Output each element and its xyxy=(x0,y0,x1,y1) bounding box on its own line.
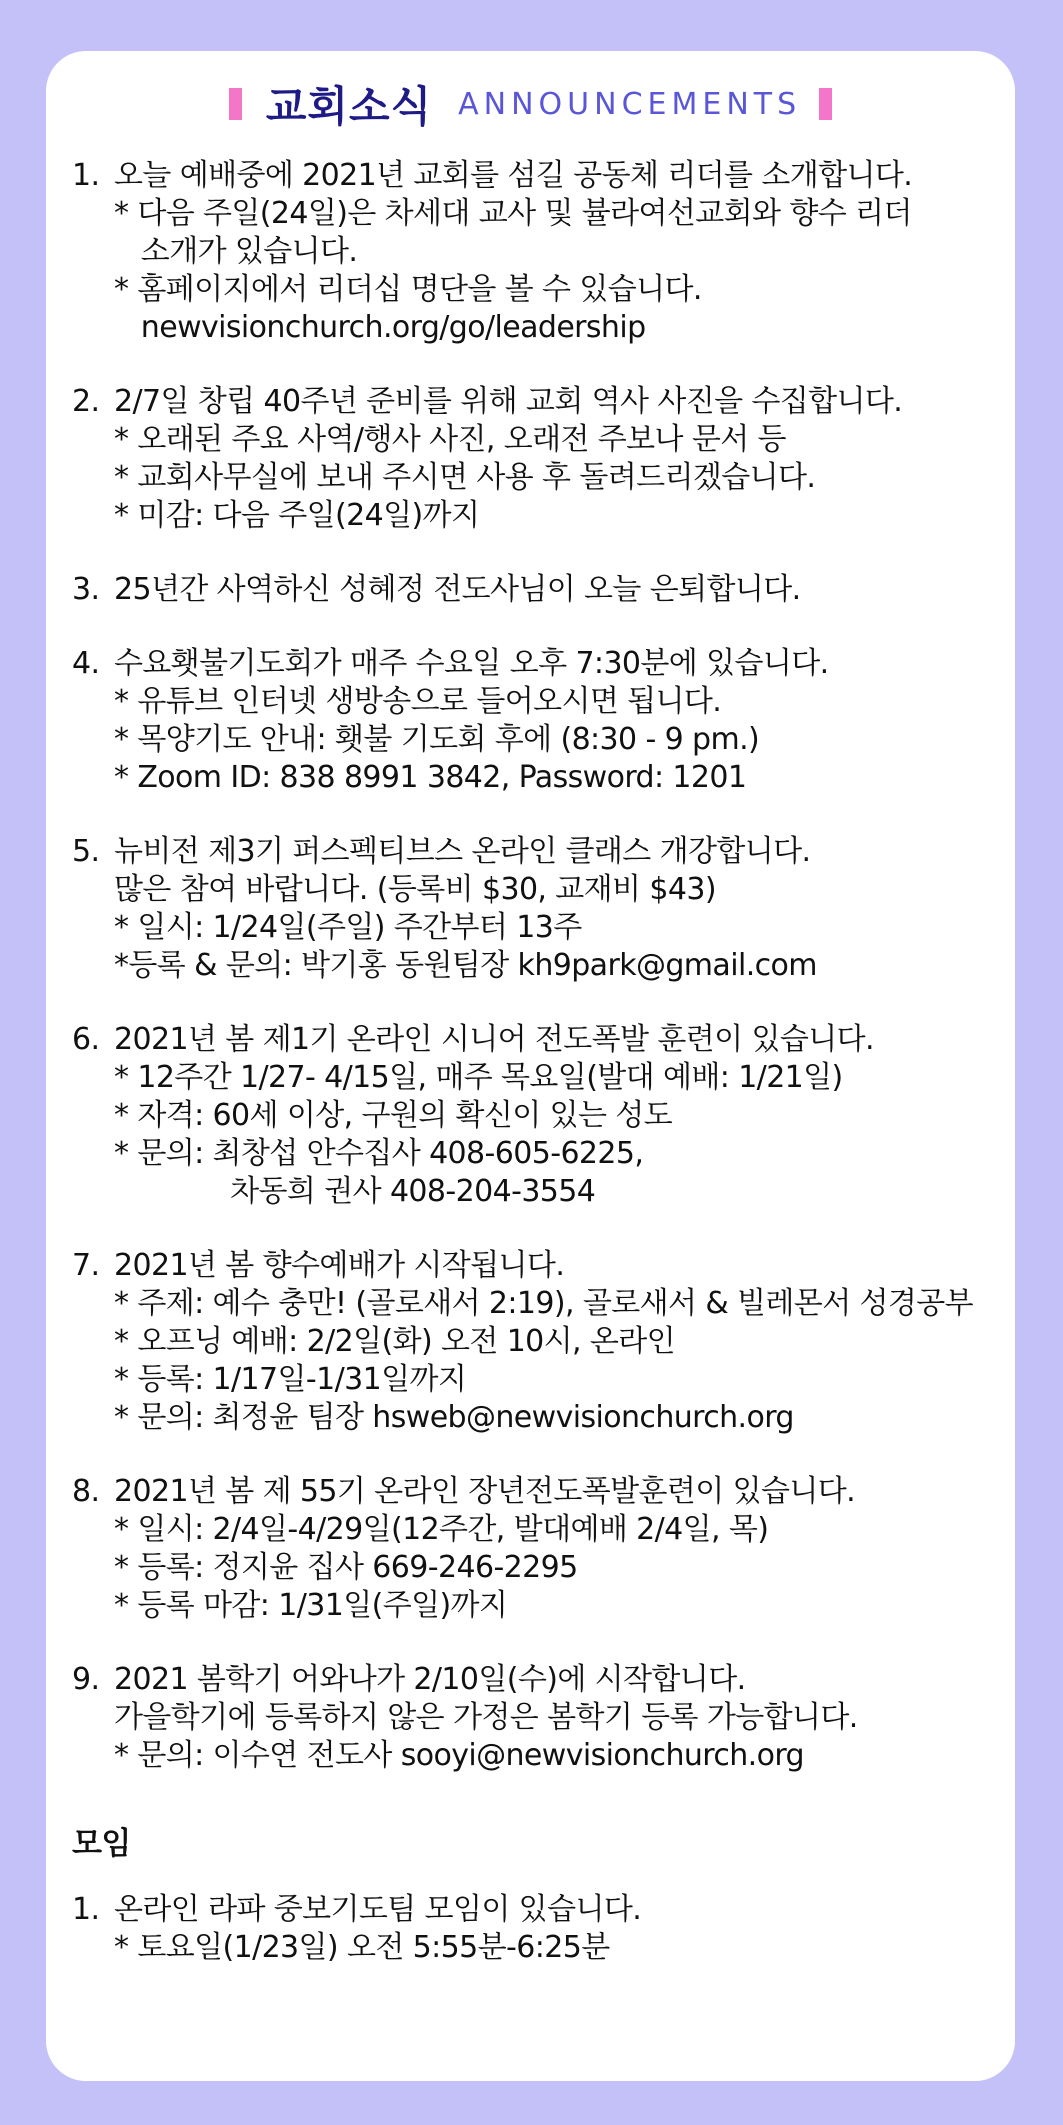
item-line: * 교회사무실에 보내 주시면 사용 후 돌려드리겠습니다. xyxy=(114,460,816,495)
item-number: 6. xyxy=(72,1022,100,1057)
item-lines xyxy=(114,645,1012,797)
item-line: * 오프닝 예배: 2/2일(화) 오전 10시, 온라인 xyxy=(114,1324,676,1359)
item-line: * 등록: 1/17일-1/31일까지 xyxy=(114,1362,467,1397)
item-line: * 다음 주일(24일)은 차세대 교사 및 뷸라여선교회와 향수 리더 xyxy=(114,196,912,231)
item-number: 2. xyxy=(72,384,100,419)
item-line: * Zoom ID: 838 8991 3842, Password: 1201 xyxy=(114,760,747,795)
item-line: * 홈페이지에서 리더십 명단을 볼 수 있습니다. xyxy=(114,272,702,307)
item-line: 2021년 봄 제1기 온라인 시니어 전도폭발 훈련이 있습니다. xyxy=(114,1022,874,1057)
title-english: ANNOUNCEMENTS xyxy=(458,86,802,122)
right-accent-bar xyxy=(819,88,832,120)
list-item xyxy=(72,157,1012,347)
item-line: 2021 봄학기 어와나가 2/10일(수)에 시작합니다. xyxy=(114,1662,746,1697)
item-line: * 문의: 이수연 전도사 sooyi@newvisionchurch.org xyxy=(114,1738,804,1773)
title-korean: 교회소식 xyxy=(265,82,433,131)
item-line: 차동희 권사 408-204-3554 xyxy=(114,1174,596,1209)
item-number: 1. xyxy=(72,1892,100,1927)
list-item xyxy=(72,1891,1012,1967)
list-item xyxy=(72,571,1012,609)
item-lines xyxy=(114,1661,1012,1775)
item-line: * 일시: 2/4일-4/29일(12주간, 발대예배 2/4일, 목) xyxy=(114,1512,769,1547)
item-line: 25년간 사역하신 성혜정 전도사님이 오늘 은퇴합니다. xyxy=(114,572,801,607)
item-line: * 문의: 최정윤 팀장 hsweb@newvisionchurch.org xyxy=(114,1400,794,1435)
item-lines xyxy=(114,157,1012,347)
item-number: 7. xyxy=(72,1248,100,1283)
item-number: 4. xyxy=(72,646,100,681)
item-lines xyxy=(114,833,1012,985)
item-line: 2021년 봄 향수예배가 시작됩니다. xyxy=(114,1248,565,1283)
item-lines xyxy=(114,383,1012,535)
item-line: * 토요일(1/23일) 오전 5:55분-6:25분 xyxy=(114,1930,610,1965)
item-line: 뉴비전 제3기 퍼스펙티브스 온라인 클래스 개강합니다. xyxy=(114,834,811,869)
item-line: *등록 & 문의: 박기홍 동원팀장 kh9park@gmail.com xyxy=(114,948,817,983)
item-line: * 유튜브 인터넷 생방송으로 들어오시면 됩니다. xyxy=(114,684,722,719)
left-accent-bar xyxy=(229,88,242,120)
item-line: * 미감: 다음 주일(24일)까지 xyxy=(114,498,480,533)
item-line: 가을학기에 등록하지 않은 가정은 봄학기 등록 가능합니다. xyxy=(114,1700,858,1735)
item-line: 소개가 있습니다. xyxy=(114,234,358,269)
item-line: * 등록: 정지윤 집사 669-246-2295 xyxy=(114,1550,578,1585)
item-lines xyxy=(114,1247,1012,1437)
item-line: 2021년 봄 제 55기 온라인 장년전도폭발훈련이 있습니다. xyxy=(114,1474,856,1509)
item-lines xyxy=(114,571,1012,609)
item-line: newvisionchurch.org/go/leadership xyxy=(114,310,646,345)
item-line: * 목양기도 안내: 횃불 기도회 후에 (8:30 - 9 pm.) xyxy=(114,722,760,757)
list-item xyxy=(72,1661,1012,1775)
item-line: 온라인 라파 중보기도팀 모임이 있습니다. xyxy=(114,1892,642,1927)
item-number: 3. xyxy=(72,572,100,607)
item-lines xyxy=(114,1021,1012,1211)
item-line: 오늘 예배중에 2021년 교회를 섬길 공동체 리더를 소개합니다. xyxy=(114,158,913,193)
item-line: 많은 참여 바랍니다. (등록비 $30, 교재비 $43) xyxy=(114,872,716,907)
list-item xyxy=(72,383,1012,535)
item-lines xyxy=(114,1473,1012,1625)
item-line: 2/7일 창립 40주년 준비를 위해 교회 역사 사진을 수집합니다. xyxy=(114,384,903,419)
item-line: * 12주간 1/27- 4/15일, 매주 목요일(발대 예배: 1/21일) xyxy=(114,1060,843,1095)
item-line: 수요횃불기도회가 매주 수요일 오후 7:30분에 있습니다. xyxy=(114,646,829,681)
item-number: 5. xyxy=(72,834,100,869)
item-line: * 오래된 주요 사역/행사 사진, 오래전 주보나 문서 등 xyxy=(114,422,786,457)
list-item xyxy=(72,833,1012,985)
list-item xyxy=(72,1473,1012,1625)
item-line: * 문의: 최창섭 안수집사 408-605-6225, xyxy=(114,1136,644,1171)
section-title-meetings: 모임 xyxy=(72,1826,131,1862)
list-item xyxy=(72,1021,1012,1211)
announcement-card xyxy=(46,51,1015,2081)
item-lines xyxy=(114,1891,1012,1967)
item-line: * 자격: 60세 이상, 구원의 확신이 있는 성도 xyxy=(114,1098,673,1133)
item-line: * 주제: 예수 충만! (골로새서 2:19), 골로새서 & 빌레몬서 성경공부 xyxy=(114,1286,974,1321)
list-item xyxy=(72,1247,1012,1437)
list-item xyxy=(72,645,1012,797)
item-number: 8. xyxy=(72,1474,100,1509)
item-number: 1. xyxy=(72,158,100,193)
item-number: 9. xyxy=(72,1662,100,1697)
item-line: * 등록 마감: 1/31일(주일)까지 xyxy=(114,1588,508,1623)
item-line: * 일시: 1/24일(주일) 주간부터 13주 xyxy=(114,910,582,945)
announcement-list xyxy=(72,157,1012,1967)
header xyxy=(46,71,1015,137)
